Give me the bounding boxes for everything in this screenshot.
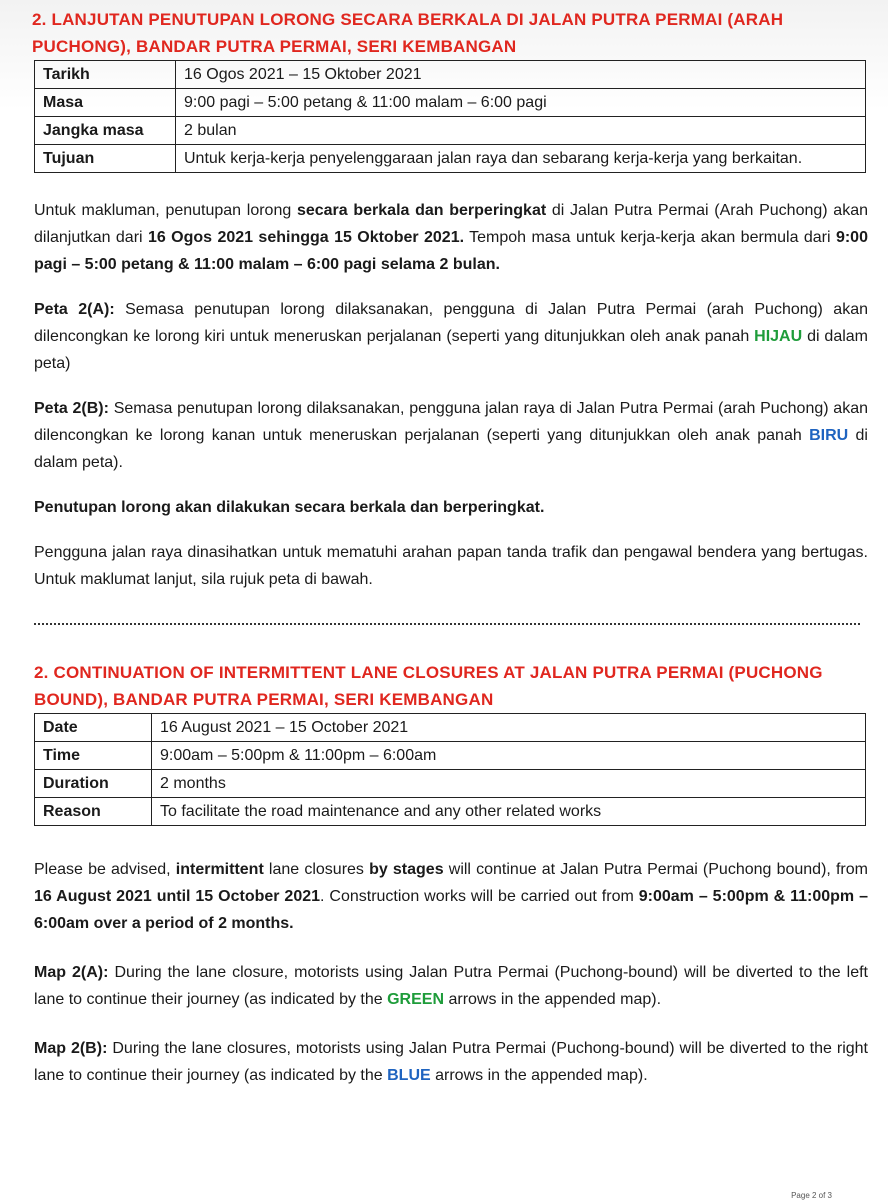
section-title-malay: 2. LANJUTAN PENUTUPAN LORONG SECARA BERKALA DI JALAN PUTRA PERMAI (ARAH PUCHONG), BANDAR PUTRA PERMAI, SERI KEMBANGAN — [32, 10, 784, 56]
table-row — [35, 89, 866, 117]
table-value: Untuk kerja-kerja penyelenggaraan jalan raya dan sebarang kerja-kerja yang berkaitan. — [176, 145, 866, 173]
table-key: Reason — [35, 798, 152, 826]
green-word: GREEN — [387, 991, 445, 1008]
info-table-malay — [34, 60, 866, 173]
table-row — [35, 798, 866, 826]
section-title-english: 2. CONTINUATION OF INTERMITTENT LANE CLOSURES AT JALAN PUTRA PERMAI (PUCHONG BOUND), BANDAR PUTRA PERMAI, SERI KEMBANGAN — [34, 663, 823, 709]
blue-word: BLUE — [387, 1067, 431, 1084]
blue-word: BIRU — [809, 427, 849, 444]
table-value: 16 August 2021 – 15 October 2021 — [152, 714, 866, 742]
table-value: 16 Ogos 2021 – 15 Oktober 2021 — [176, 61, 866, 89]
info-table-english — [34, 713, 866, 826]
paragraph-advice-malay: Pengguna jalan raya dinasihatkan untuk mematuhi arahan papan tanda trafik dan pengawal bendera yang bertugas. Untuk maklumat lanjut, sila rujuk peta di bawah. — [34, 544, 868, 588]
paragraph-map-2a-malay: Peta 2(A): Semasa penutupan lorong dilaksanakan, pengguna di Jalan Putra Permai (arah Puchong) akan dilencongkan ke lorong kiri untuk meneruskan perjalanan (seperti yang ditunjukkan oleh anak panah HIJAU di dalam peta) — [34, 301, 869, 372]
table-key: Tujuan — [35, 145, 176, 173]
paragraph-intro-english: Please be advised, intermittent lane closures by stages will continue at Jalan Putra Permai (Puchong bound), from 16 August 2021 until 15 October 2021. Construction works will be carried out from 9:00am – 5:00pm & 11:00pm – 6:00am over a period of 2 months. — [34, 861, 868, 932]
table-row — [35, 145, 866, 173]
table-row — [35, 117, 866, 145]
table-key: Jangka masa — [35, 117, 176, 145]
table-key: Tarikh — [35, 61, 176, 89]
green-word: HIJAU — [754, 328, 803, 345]
paragraph-map-2b-malay: Peta 2(B): Semasa penutupan lorong dilaksanakan, pengguna jalan raya di Jalan Putra Permai (arah Puchong) akan dilencongkan ke lorong kanan untuk meneruskan perjalanan (seperti yang ditunjukkan oleh anak panah BIRU di dalam peta). — [34, 400, 868, 471]
table-value: 2 months — [152, 770, 866, 798]
table-key: Time — [35, 742, 152, 770]
table-value: 9:00am – 5:00pm & 11:00pm – 6:00am — [152, 742, 866, 770]
section-malay — [34, 6, 868, 593]
table-value: 9:00 pagi – 5:00 petang & 11:00 malam – 6:00 pagi — [176, 89, 866, 117]
paragraph-notice-malay: Penutupan lorong akan dilakukan secara berkala dan berperingkat. — [34, 499, 545, 516]
table-value: To facilitate the road maintenance and any other related works — [152, 798, 866, 826]
table-row — [35, 770, 866, 798]
paragraph-map-2b-english: Map 2(B): During the lane closures, motorists using Jalan Putra Permai (Puchong-bound) will be diverted to the right lane to continue their journey (as indicated by the BLUE arrows in the appended map). — [34, 1040, 868, 1084]
page-number: Page 2 of 3 — [791, 1191, 832, 1200]
section-english — [34, 659, 868, 1089]
table-key: Duration — [35, 770, 152, 798]
table-row — [35, 742, 866, 770]
table-key: Masa — [35, 89, 176, 117]
paragraph-intro-malay: Untuk makluman, penutupan lorong secara berkala dan berperingkat di Jalan Putra Permai (Arah Puchong) akan dilanjutkan dari 16 Ogos 2021 sehingga 15 Oktober 2021. Tempoh masa untuk kerja-kerja akan bermula dari 9:00 pagi – 5:00 petang & 11:00 malam – 6:00 pagi selama 2 bulan. — [34, 202, 869, 273]
table-row — [35, 61, 866, 89]
table-key: Date — [35, 714, 152, 742]
table-value: 2 bulan — [176, 117, 866, 145]
paragraph-map-2a-english: Map 2(A): During the lane closure, motorists using Jalan Putra Permai (Puchong-bound) will be diverted to the left lane to continue their journey (as indicated by the GREEN arrows in the appended map). — [34, 964, 868, 1008]
dotted-divider — [34, 623, 860, 625]
table-row — [35, 714, 866, 742]
